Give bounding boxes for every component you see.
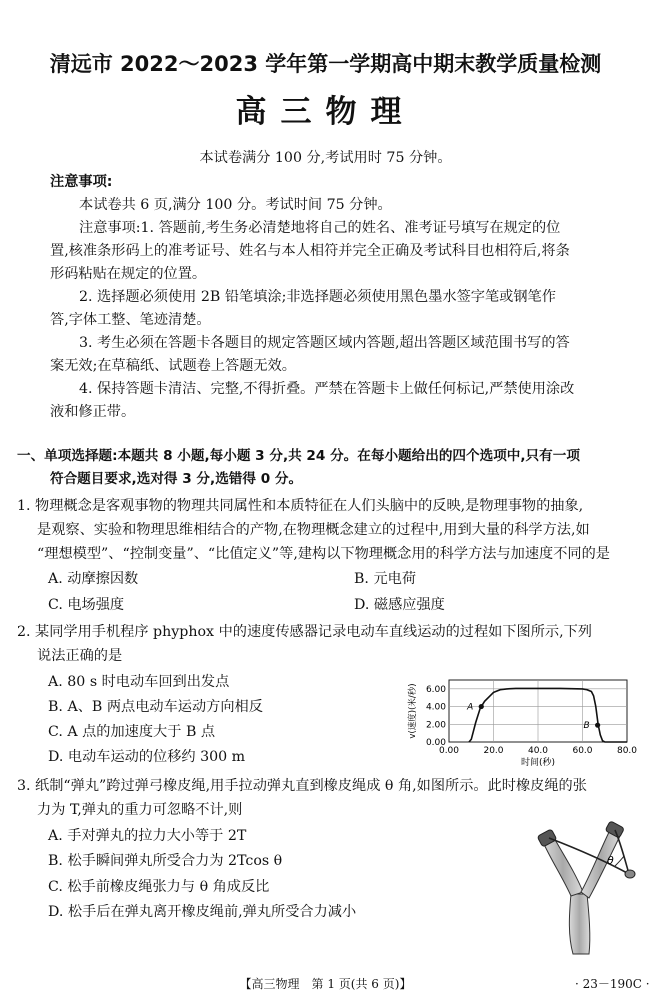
notice-line: 形码粘贴在规定的位置。 [50, 266, 207, 282]
x-tick-label: 20.0 [483, 746, 504, 756]
x-tick-label: 0.00 [438, 746, 460, 756]
q3-option-c: C. 松手前橡皮绳张力与 θ 角成反比 [48, 879, 270, 895]
q1-option-d: D. 磁感应强度 [354, 597, 445, 613]
x-axis-label: 时间(秒) [520, 758, 556, 768]
data-point-a [479, 704, 484, 709]
data-point-b [595, 723, 600, 728]
x-tick-label: 60.0 [572, 746, 593, 756]
point-label-a: A [467, 702, 474, 713]
x-tick-label: 40.0 [527, 746, 549, 756]
q1-option-a: A. 动摩擦因数 [48, 571, 139, 587]
chart-ticks [426, 685, 637, 756]
y-axis-label: v(速度)(米/秒) [408, 683, 418, 739]
question-1-text: 1. 物理概念是客观事物的物理共同属性和本质特征在人们头脑中的反映,是物理事物的抽象, [17, 498, 584, 514]
q2-option-d: D. 电动车运动的位移约 300 m [48, 749, 246, 765]
velocity-line [469, 688, 627, 742]
notice-line: 置,核准条形码上的准考证号、姓名与本人相符并完全正确及考试科目也相符后,将条 [50, 243, 570, 259]
question-1-text: “理想模型”、“控制变量”、“比值定义”等,建构以下物理概念用的科学方法与加速度不同的是 [37, 546, 610, 562]
q3-option-b: B. 松手瞬间弹丸所受合力为 2Tcos θ [48, 853, 283, 869]
q3-option-d: D. 松手后在弹丸离开橡皮绳前,弹丸所受合力减小 [48, 904, 357, 920]
y-tick-label: 2.00 [425, 720, 446, 731]
point-label-b: B [583, 721, 590, 732]
question-3-text: 力为 T,弹丸的重力可忽略不计,则 [37, 802, 243, 818]
angle-label: θ [607, 854, 614, 867]
x-tick-label: 80.0 [616, 746, 638, 756]
notice-title: 注意事项: [50, 174, 113, 190]
notice-line: 液和修正带。 [50, 404, 136, 420]
q2-option-c: C. A 点的加速度大于 B 点 [48, 724, 216, 740]
notice-line: 答,字体工整、笔迹清楚。 [50, 312, 211, 328]
y-tick-label: 0.00 [425, 738, 446, 748]
exam-title: 清远市 2022～2023 学年第一学期高中期末教学质量检测 [49, 52, 602, 76]
slingshot-figure [525, 808, 641, 958]
section-heading: 一、单项选择题:本题共 8 小题,每小题 3 分,共 24 分。在每小题给出的四个选项中,只有一项 [17, 448, 580, 464]
y-tick-label: 6.00 [425, 684, 446, 695]
q1-option-b: B. 元电荷 [354, 571, 417, 587]
question-1-text: 是观察、实验和物理思维相结合的产物,在物理概念建立的过程中,用到大量的科学方法,如 [37, 522, 590, 538]
notice-line: 2. 选择题必须使用 2B 铅笔填涂;非选择题必须使用黑色墨水签字笔或钢笔作 [79, 289, 556, 305]
q2-option-b: B. A、B 两点电动车运动方向相反 [48, 699, 263, 715]
question-3-text: 3. 纸制“弹丸”跨过弹弓橡皮绳,用手拉动弹丸直到橡皮绳成 θ 角,如图所示。此时橡皮绳的张 [17, 778, 587, 794]
footer-code: · 23－190C · [575, 977, 650, 991]
notice-line: 3. 考生必须在答题卡各题目的规定答题区域内答题,超出答题区域范围书写的答 [79, 335, 570, 351]
section-heading: 符合题目要求,选对得 3 分,选错得 0 分。 [50, 471, 303, 487]
question-2-text: 说法正确的是 [37, 648, 123, 664]
velocity-time-chart [405, 670, 645, 770]
exam-info: 本试卷满分 100 分,考试用时 75 分钟。 [199, 150, 452, 166]
notice-line: 案无效;在草稿纸、试题卷上答题无效。 [50, 358, 296, 374]
page-footer: 【高三物理 第 1 页(共 6 页)】 [239, 977, 412, 991]
q3-option-a: A. 手对弹丸的拉力大小等于 2T [48, 828, 247, 844]
notice-line: 注意事项:1. 答题前,考生务必清楚地将自己的姓名、准考证号填写在规定的位 [79, 220, 561, 236]
subject-title: 高三物理 [235, 94, 416, 130]
q2-option-a: A. 80 s 时电动车回到出发点 [48, 674, 230, 690]
y-tick-label: 4.00 [425, 702, 446, 713]
notice-line: 4. 保持答题卡清洁、完整,不得折叠。严禁在答题卡上做任何标记,严禁使用涂改 [79, 381, 575, 397]
q1-option-c: C. 电场强度 [48, 597, 125, 613]
question-2-text: 2. 某同学用手机程序 phyphox 中的速度传感器记录电动车直线运动的过程如下图所示,下列 [17, 624, 592, 640]
notice-line: 本试卷共 6 页,满分 100 分。考试时间 75 分钟。 [79, 197, 392, 213]
